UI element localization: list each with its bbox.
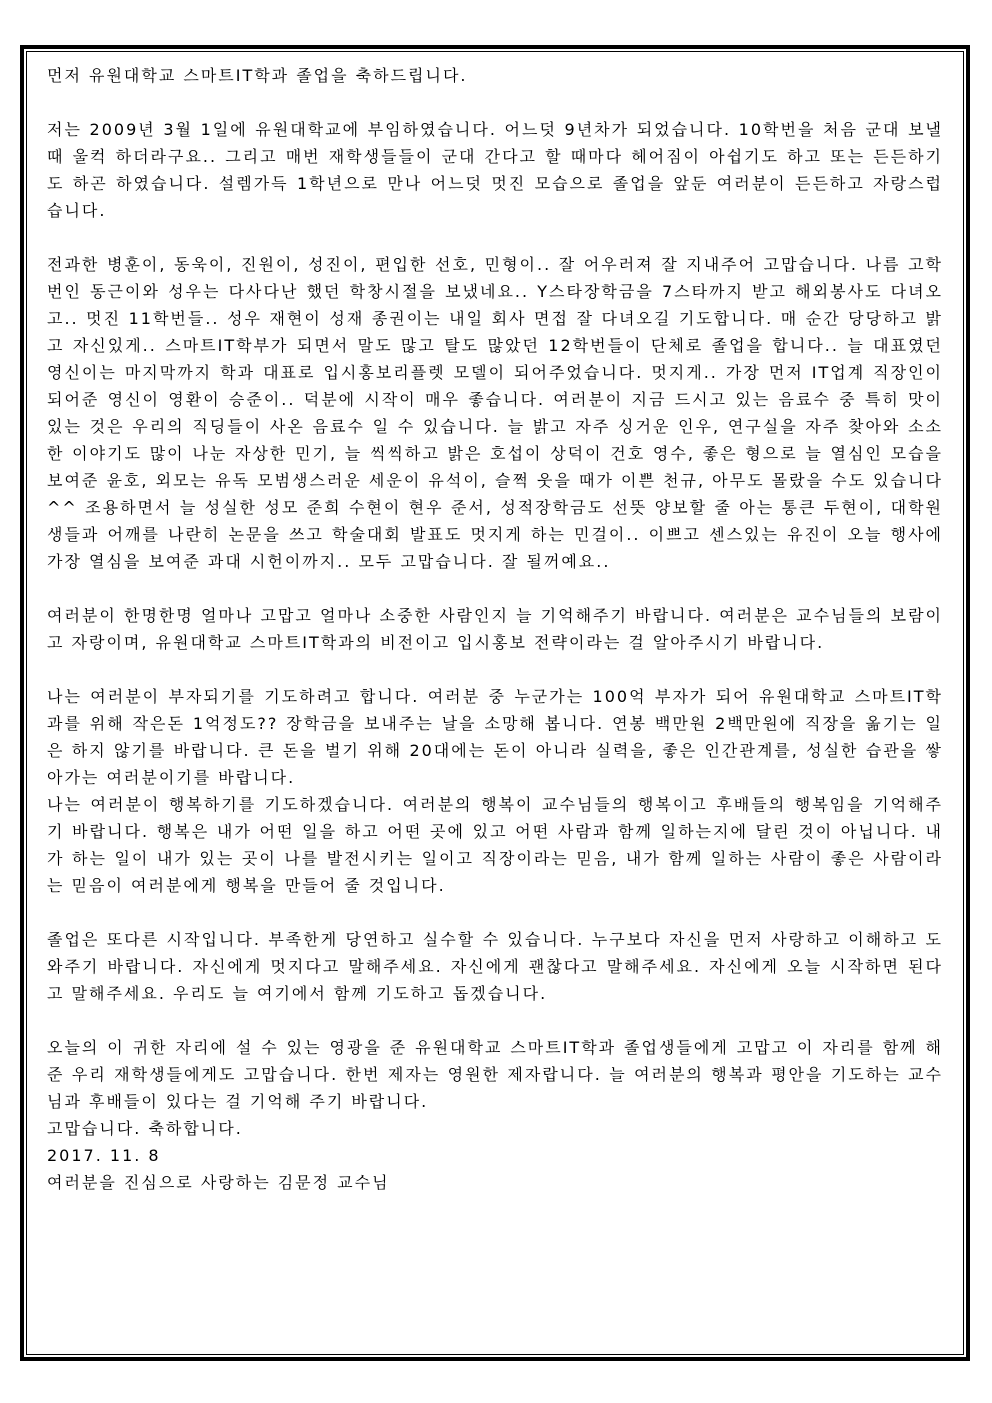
page-border-outer [20,45,970,1361]
paragraph-intro: 저는 2009년 3월 1일에 유원대학교에 부임하였습니다. 어느덧 9년차가 되었습니다. 10학번을 처음 군대 보낼 때 울컥 하더라구요.. 그리고 매번 재학생들들이 군대 간다고 할 때마다 헤어짐이 아쉽기도 하고 또는 든든하기도 하곤 하였습니다. 설렘가득 1학년으로 만나 어느덧 멋진 모습으로 졸업을 앞둔 여러분이 든든하고 자랑스럽습니다. [47,120,943,220]
line-signature: 여러분을 진심으로 사랑하는 김문정 교수님 [47,1173,390,1192]
paragraph-wish-wealth: 나는 여러분이 부자되기를 기도하려고 합니다. 여러분 중 누군가는 100억 부자가 되어 유원대학교 스마트IT학과를 위해 작은돈 1억정도?? 장학금을 보내주는 날을 소망해 봅니다. 연봉 백만원 2백만원에 직장을 옮기는 일은 하지 않기를 바랍니다. 큰 돈을 벌기 위해 20대에는 돈이 아니라 실력을, 좋은 인간관계를, 성실한 습관을 쌓아가는 여러분이기를 바랍니다. [47,687,943,787]
paragraph-closing: 오늘의 이 귀한 자리에 설 수 있는 영광을 준 유원대학교 스마트IT학과 졸업생들에게 고맙고 이 자리를 함께 해준 우리 재학생들에게도 고맙습니다. 한번 제자는 영원한 제자랍니다. 늘 여러분의 행복과 평안을 기도하는 교수님과 후배들이 있다는 걸 기억해 주기 바랍니다. [47,1038,943,1111]
paragraph-greeting: 먼저 유원대학교 스마트IT학과 졸업을 축하드립니다. [47,66,468,85]
letter-body [47,62,943,1196]
paragraph-students: 전과한 병훈이, 동욱이, 진원이, 성진이, 편입한 선호, 민형이.. 잘 어우러져 잘 지내주어 고맙습니다. 나름 고학번인 동근이와 성우는 다사다난 했던 학창시절을 보냈네요.. Y스타장학금을 7스타까지 받고 해외봉사도 다녀오고.. 멋진 11학번들.. 성우 재현이 성재 종권이는 내일 회사 면접 잘 다녀오길 기도합니다. 매 순간 당당하고 밝고 자신있게.. 스마트IT학부가 되면서 말도 많고 탈도 많았던 12학번들이 단체로 졸업을 합니다.. 늘 대표였던 영신이는 마지막까지 학과 대표로 입시홍보리플렛 모델이 되어주었습니다. 멋지게.. 가장 먼저 IT업계 직장인이 되어준 영신이 영환이 승준이.. 덕분에 시작이 매우 좋습니다. 여러분이 지금 드시고 있는 음료수 중 특히 맛이 있는 것은 우리의 직딩들이 사온 음료수 일 수 있습니다. 늘 밝고 자주 싱거운 인우, 연구실을 자주 찾아와 소소한 이야기도 많이 나눈 자상한 민기, 늘 씩씩하고 밝은 호섭이 상덕이 건호 영수, 좋은 형으로 늘 열심인 모습을 보여준 윤호, 외모는 유독 모범생스러운 세운이 유석이, 슬쩍 웃을 때가 이쁜 천규, 아무도 몰랐을 수도 있습니다^^ 조용하면서 늘 성실한 성모 준희 수현이 현우 준서, 성적장학금도 선뜻 양보할 줄 아는 통큰 두현이, 대학원생들과 어깨를 나란히 논문을 쓰고 학술대회 발표도 멋지게 하는 민걸이.. 이쁘고 센스있는 유진이 오늘 행사에 가장 열심을 보여준 과대 시헌이까지.. 모두 고맙습니다. 잘 될꺼예요.. [47,255,943,571]
paragraph-gratitude: 여러분이 한명한명 얼마나 고맙고 얼마나 소중한 사람인지 늘 기억해주기 바랍니다. 여러분은 교수님들의 보람이고 자랑이며, 유원대학교 스마트IT학과의 비전이고 입시홍보 전략이라는 걸 알아주시기 바랍니다. [47,606,943,652]
line-thanks: 고맙습니다. 축하합니다. [47,1119,243,1138]
paragraph-wish-happiness: 나는 여러분이 행복하기를 기도하겠습니다. 여러분의 행복이 교수님들의 행복이고 후배들의 행복임을 기억해주기 바랍니다. 행복은 내가 어떤 일을 하고 어떤 곳에 있고 어떤 사람과 함께 일하는지에 달린 것이 아닙니다. 내가 하는 일이 내가 있는 곳이 나를 발전시키는 일이고 직장이라는 믿음, 내가 함께 일하는 사람이 좋은 사람이라는 믿음이 여러분에게 행복을 만들어 줄 것입니다. [47,795,943,895]
paragraph-new-beginning: 졸업은 또다른 시작입니다. 부족한게 당연하고 실수할 수 있습니다. 누구보다 자신을 먼저 사랑하고 이해하고 도와주기 바랍니다. 자신에게 멋지다고 말해주세요. 자신에게 괜찮다고 말해주세요. 자신에게 오늘 시작하면 된다고 말해주세요. 우리도 늘 여기에서 함께 기도하고 돕겠습니다. [47,930,943,1003]
page-border-inner [26,51,964,1355]
line-date: 2017. 11. 8 [47,1146,161,1165]
